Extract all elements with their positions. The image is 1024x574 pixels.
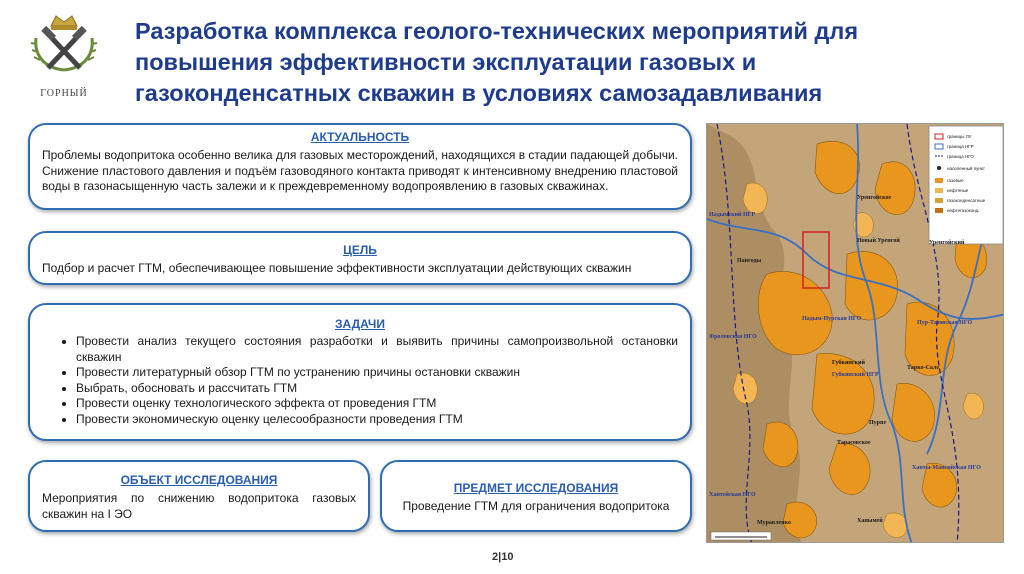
map-label: Пур-Тазовская НГО: [917, 320, 973, 326]
map-label: Надым-Пурская НГО: [802, 316, 862, 322]
page-number: 2|10: [492, 551, 514, 563]
relevance-box: [28, 123, 692, 210]
goal-text: Подбор и расчет ГТМ, обеспечивающее повышение эффективности эксплуатации действующих скважин: [42, 261, 632, 275]
object-heading: ОБЪЕКТ ИССЛЕДОВАНИЯ: [120, 473, 278, 487]
subject-text: Проведение ГТМ для ограничения водопритока: [402, 499, 670, 513]
task-item: • Провести оценку технологического эффекта от проведения ГТМ: [76, 396, 678, 412]
tasks-box: [28, 303, 692, 441]
map-label: Пангоды: [737, 258, 762, 264]
map-label: Хантейская НГО: [709, 492, 756, 498]
svg-text:нефтяные: нефтяные: [947, 188, 969, 193]
relevance-text: Проблемы водопритока особенно велика для газовых месторождений, находящихся в стадии падающей добычи. Снижение пластового давления и подъём газоводяного контакта приводят к интенсивному внедрению пластовой воды в газонасыщенную часть залежи и к преждевременному водопроявлению в газовых скважинах.: [42, 148, 678, 193]
logo-caption: ГОРНЫЙ: [40, 88, 88, 99]
tasks-list: [42, 334, 678, 427]
object-text: Мероприятия по снижению водопритока газовых скважин на I ЭО: [42, 491, 356, 521]
tasks-heading: ЗАДАЧИ: [335, 317, 385, 331]
object-box: [28, 460, 370, 532]
map-label: Губкинский НГР: [832, 372, 879, 378]
map-label: Фроловская НГО: [709, 334, 757, 340]
map-label: Пурпе: [869, 420, 887, 426]
task-item: • Провести экономическую оценку целесообразности проведения ГТМ: [76, 412, 678, 428]
svg-text:населенный пункт: населенный пункт: [947, 166, 985, 171]
relevance-heading: АКТУАЛЬНОСТЬ: [310, 130, 410, 144]
map-label: Муравленко: [757, 520, 791, 526]
map-label: Надымский НГР: [709, 212, 756, 218]
goal-heading: ЦЕЛЬ: [343, 243, 377, 257]
map-label: Ханымей: [857, 518, 883, 524]
svg-text:нефтегазоконд.: нефтегазоконд.: [947, 208, 980, 213]
map-image: [707, 124, 1004, 543]
map-label: Новый Уренгой: [857, 238, 900, 244]
map-label: Ханты-Мансийская НГО: [912, 465, 981, 471]
map-label: Тарасовское: [837, 440, 871, 446]
subject-heading: ПРЕДМЕТ ИССЛЕДОВАНИЯ: [453, 481, 619, 495]
field-map: [706, 123, 1004, 543]
map-label: Уренгойский: [929, 240, 965, 246]
svg-text:газоконденсатные: газоконденсатные: [947, 198, 986, 203]
svg-text:газовые: газовые: [947, 178, 964, 183]
goal-box: [28, 231, 692, 285]
svg-text:граница НГО: граница НГО: [947, 154, 974, 159]
task-item: • Выбрать, обосновать и рассчитать ГТМ: [76, 381, 678, 397]
page-title: Разработка комплекса геолого-технических мероприятий для повышения эффективности эксплуатации газовых и газоконденсатных скважин в условиях самозадавливания: [135, 18, 859, 106]
task-item: • Провести литературный обзор ГТМ по устранению причины остановки скважин: [76, 365, 678, 381]
map-label: Тарко-Сале: [907, 365, 939, 371]
subject-box: [380, 460, 692, 532]
map-label: Уренгойское: [857, 195, 892, 201]
task-item: • Провести анализ текущего состояния разработки и выявить причины самопроизвольной остановки скважин: [76, 334, 678, 365]
svg-text:границы ЛУ: границы ЛУ: [947, 134, 972, 139]
map-label: Губкинский: [832, 360, 865, 366]
svg-text:граница НГР: граница НГР: [947, 144, 974, 149]
